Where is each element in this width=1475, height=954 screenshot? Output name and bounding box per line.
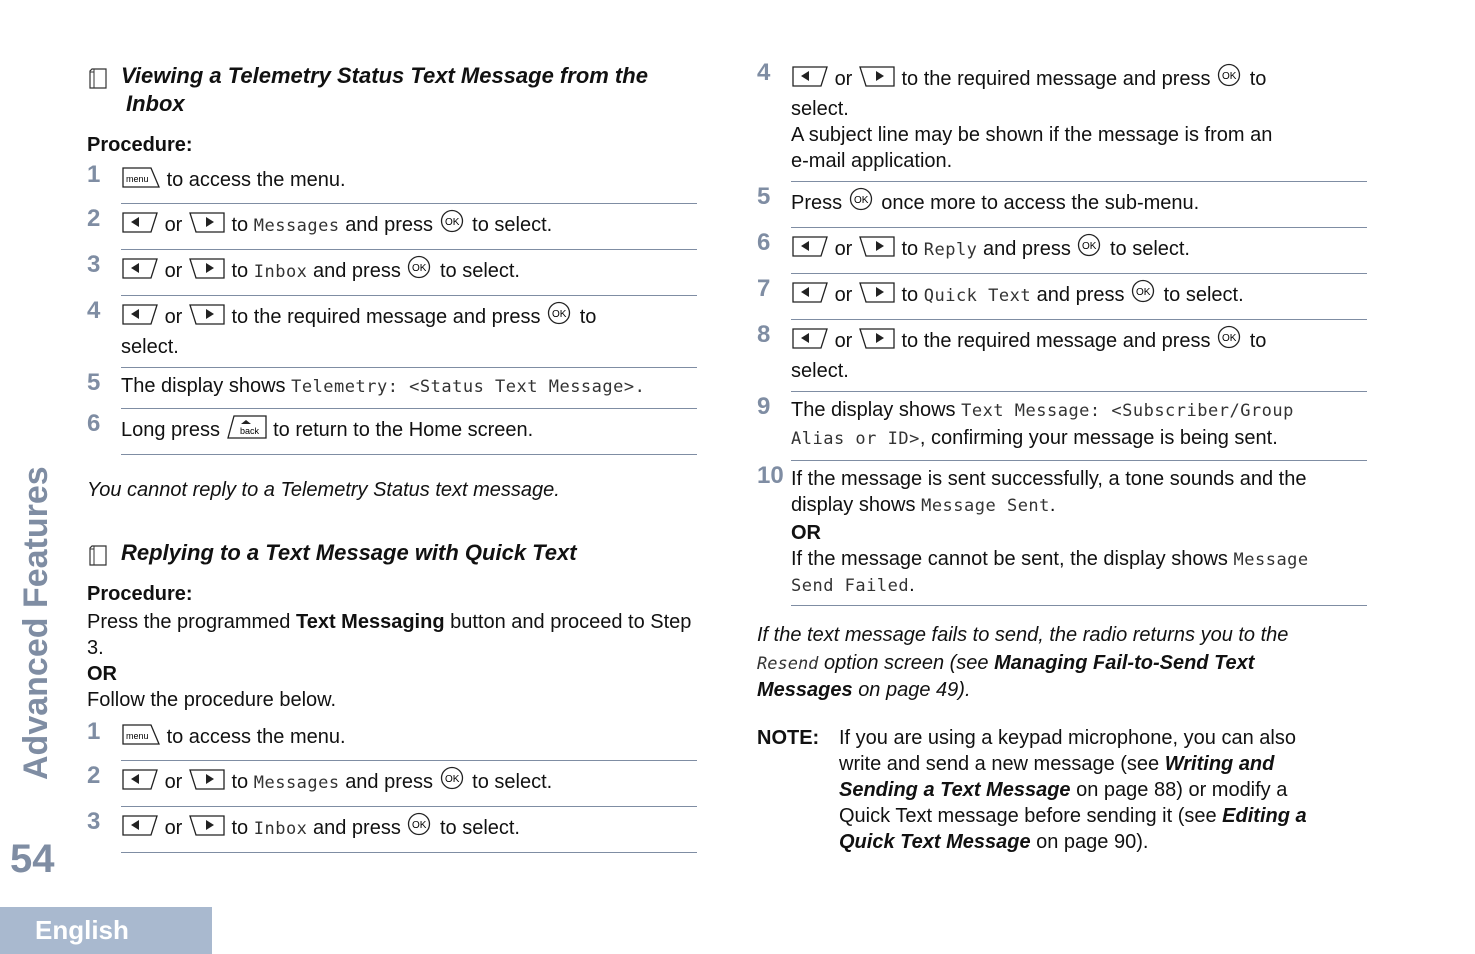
language-tab: English [0,907,212,954]
step-item: 10 If the message is sent successfully, a tone sounds and the display shows Message Sent. OR If the message cannot be sent, the display shows Message Send Failed. [757,461,1367,606]
step-item: 7 or to Quick Text and press OK to select. [757,274,1367,320]
note-text: If you are using a keypad microphone, you can also write and send a new message (see Writing and Sending a Text Message on page 88) or modify a Quick Text message before sending it (see Editing a Quick Text Message on page 90). [839,726,1307,853]
note-block [757,725,1367,855]
step-item: 4 or to the required message and press OK to select. [87,296,697,368]
svg-text:menu: menu [126,731,149,742]
intro-text: Press the programmed Text Messaging button and proceed to Step 3. [87,611,692,660]
right-arrow-key-icon [188,210,226,241]
ok-key-icon [546,301,574,334]
svg-text:OK: OK [853,195,869,206]
ok-key-icon [1216,63,1244,96]
step-item: 8 or to the required message and press OK to select. [757,320,1367,392]
or-label: OR [87,663,117,686]
svg-text:OK: OK [444,774,460,786]
right-arrow-key-icon [858,64,896,95]
ok-key-icon [406,812,434,845]
side-section-label: Advanced Features [17,466,55,780]
left-arrow-key-icon [121,767,159,798]
back-home-key-icon [226,414,268,447]
right-arrow-key-icon [858,326,896,357]
section-heading-quick-text [87,539,697,567]
step-item: 9 The display shows Text Message: <Subscriber/Group Alias or ID>, confirming your message is being sent. [757,392,1367,461]
ok-key-icon [439,766,467,799]
svg-text:OK: OK [1222,333,1237,344]
right-arrow-key-icon [188,813,226,844]
right-arrow-key-icon [188,256,226,287]
page-number: 54 [10,837,55,881]
svg-text:OK: OK [1222,71,1237,82]
left-column [87,62,697,853]
step-item: 3 or to Inbox and press OK to select. [87,807,697,853]
svg-text:OK: OK [1082,241,1097,252]
left-arrow-key-icon [791,234,829,265]
left-arrow-key-icon [121,302,159,333]
fail-note: If the text message fails to send, the radio returns you to the Resend option screen (see Managing Fail-to-Send Text Messages on page 49). [757,624,1289,702]
left-arrow-key-icon [791,64,829,95]
ok-key-icon [848,187,876,220]
left-arrow-key-icon [121,210,159,241]
ok-key-icon [406,255,434,288]
procedure-label: Procedure: [87,134,193,157]
svg-text:OK: OK [412,820,427,832]
svg-text:menu: menu [126,174,149,185]
right-arrow-key-icon [858,280,896,311]
right-arrow-key-icon [858,234,896,265]
step-item: 5 Press OK once more to access the sub-menu. [757,182,1367,228]
left-arrow-key-icon [121,256,159,287]
ok-key-icon [1130,279,1158,312]
step-item: 3 or to Inbox and press OK to select. [87,250,697,296]
left-arrow-key-icon [121,813,159,844]
note-label: NOTE: [757,726,820,749]
step-item: 4 or to the required message and press OK to select. A subject line may be shown if the message is from an e-mail application. [757,58,1367,182]
step-item: 1 menu to access the menu. [87,717,697,761]
svg-text:OK: OK [552,309,567,321]
right-column [757,58,1367,855]
left-arrow-key-icon [791,326,829,357]
ok-key-icon [1216,325,1244,358]
svg-text:OK: OK [412,263,427,275]
follow-text: Follow the procedure below. [87,689,337,712]
procedure-icon [87,66,109,90]
procedure-icon [87,543,109,567]
telemetry-note: You cannot reply to a Telemetry Status text message. [87,479,560,502]
menu-key-icon [121,165,161,196]
menu-key-icon [121,722,161,753]
step-item: 6 or to Reply and press OK to select. [757,228,1367,274]
step-item: 2 or to Messages and press OK to select. [87,761,697,807]
step-item: 5 The display shows Telemetry: <Status Text Message>. [87,368,697,409]
step-item: 6 Long press back to return to the Home screen. [87,409,697,455]
section-heading-telemetry [87,62,697,118]
steps-list [87,717,697,853]
ok-key-icon [439,209,467,242]
ok-key-icon [1076,233,1104,266]
step-item: 2 or to Messages and press OK to select. [87,204,697,250]
svg-text:back: back [239,426,259,437]
section-title: Replying to a Text Message with Quick Text [121,540,577,566]
section-title: Viewing a Telemetry Status Text Message from the Inbox [121,63,648,117]
right-arrow-key-icon [188,302,226,333]
step-item: 1 menu to access the menu. [87,160,697,204]
steps-list [87,160,697,455]
procedure-label: Procedure: [87,583,193,606]
left-arrow-key-icon [791,280,829,311]
right-arrow-key-icon [188,767,226,798]
steps-list [757,58,1367,606]
svg-text:OK: OK [444,217,460,229]
svg-text:OK: OK [1136,287,1151,298]
